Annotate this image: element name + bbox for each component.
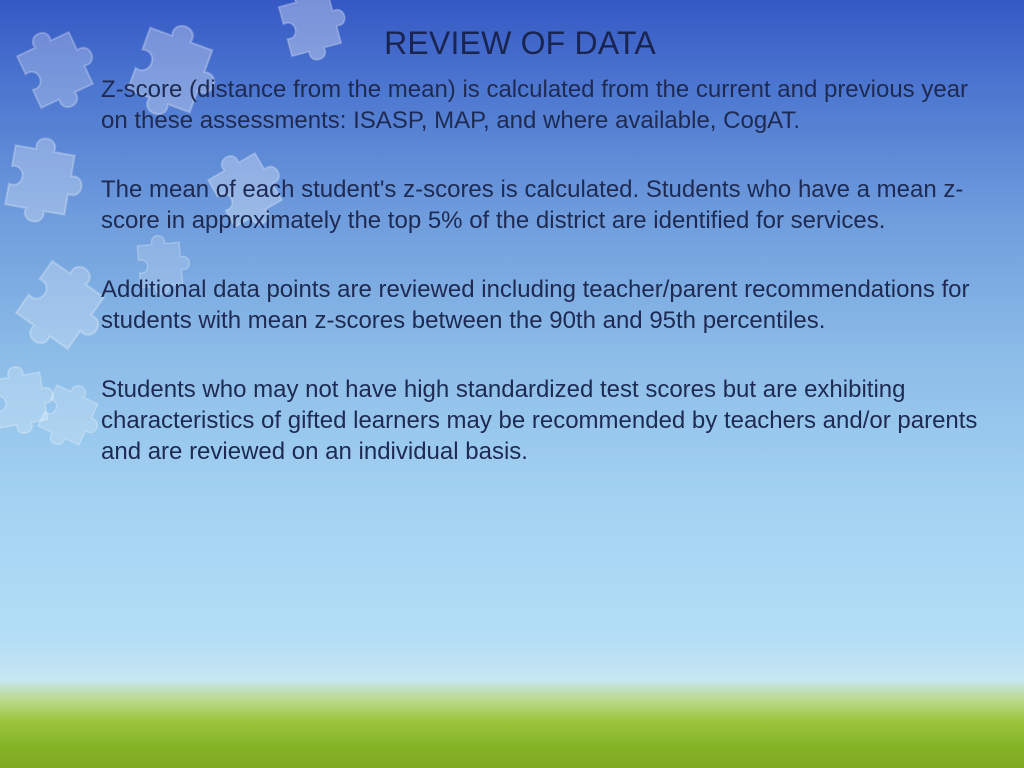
- body-paragraph: Students who may not have high standardized test scores but are exhibiting characteristics of gifted learners may be recommended by teachers and/or parents and are reviewed on an individual basis.: [101, 376, 978, 465]
- body-paragraph: Z-score (distance from the mean) is calculated from the current and previous year on these assessments: ISASP, MAP, and where available, CogAT.: [101, 76, 969, 134]
- slide-body: [101, 74, 981, 505]
- puzzle-piece-icon: [3, 133, 88, 228]
- body-paragraph: Additional data points are reviewed including teacher/parent recommendations for students with mean z-scores between the 90th and 95th percentiles.: [101, 276, 970, 334]
- slide-title: REVIEW OF DATA: [384, 25, 656, 61]
- body-paragraph: The mean of each student's z-scores is calculated. Students who have a mean z-score in approximately the top 5% of the district are identified for services.: [101, 176, 964, 234]
